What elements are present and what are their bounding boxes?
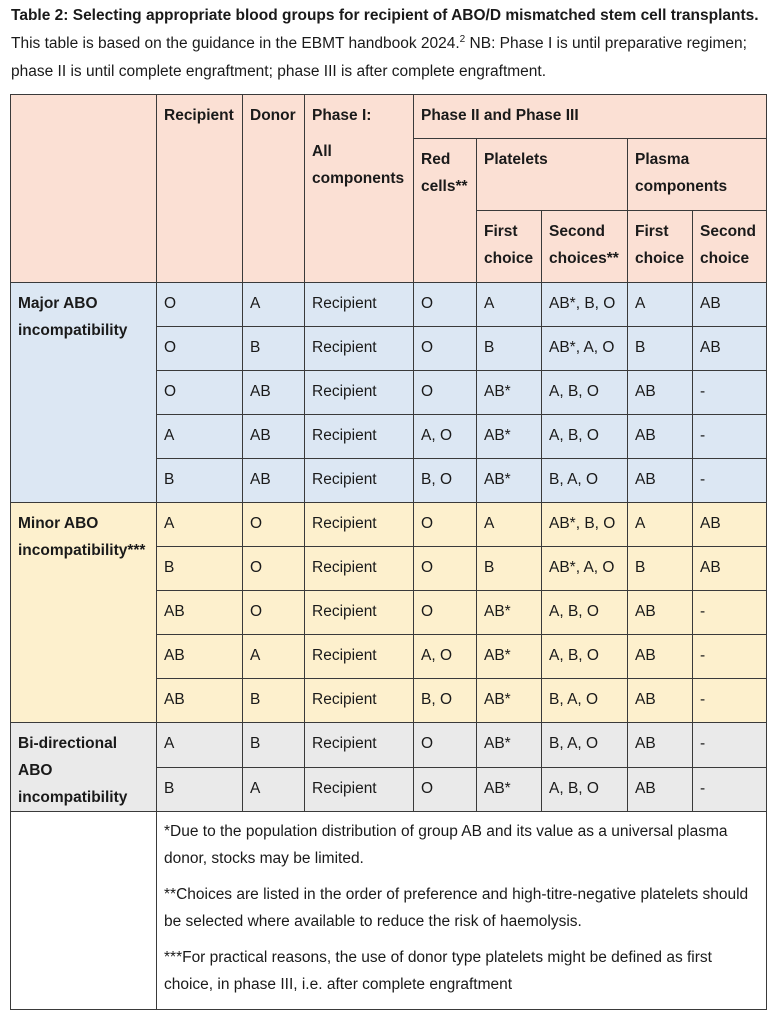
cell-plasma-first: AB [628, 679, 693, 723]
caption-note: NB: Phase I is until preparative regimen; phase II is until complete engraftment; phase III is after complete engraftment. [11, 35, 747, 80]
cell-donor: B [243, 327, 305, 371]
cell-plasma-second: - [693, 459, 767, 503]
header-plasma-first-choice: First choice [628, 211, 693, 283]
cell-phase-1: Recipient [305, 723, 414, 768]
cell-recipient: A [157, 503, 243, 547]
cell-plasma-second: - [693, 415, 767, 459]
cell-platelets-second: AB*, B, O [542, 503, 628, 547]
major-abo-group-label: Major ABO incompatibility [11, 283, 157, 503]
cell-recipient: O [157, 283, 243, 327]
table-row [11, 283, 767, 327]
cell-phase-1: Recipient [305, 767, 414, 812]
corner-header-cell [11, 95, 157, 283]
cell-plasma-second: AB [693, 503, 767, 547]
cell-platelets-first: A [477, 503, 542, 547]
cell-plasma-first: AB [628, 635, 693, 679]
caption-reference: 2 [459, 33, 466, 45]
bidirectional-abo-group-label: Bi-directional ABO incompatibility [11, 723, 157, 812]
cell-donor: AB [243, 459, 305, 503]
cell-platelets-first: AB* [477, 459, 542, 503]
cell-donor: B [243, 679, 305, 723]
cell-plasma-second: AB [693, 327, 767, 371]
cell-recipient: AB [157, 679, 243, 723]
cell-recipient: A [157, 723, 243, 768]
cell-donor: O [243, 503, 305, 547]
cell-platelets-first: AB* [477, 415, 542, 459]
cell-recipient: B [157, 767, 243, 812]
cell-plasma-second: - [693, 635, 767, 679]
cell-plasma-first: A [628, 503, 693, 547]
cell-donor: AB [243, 371, 305, 415]
cell-platelets-second: A, B, O [542, 635, 628, 679]
table-row [11, 723, 767, 768]
minor-abo-group-label: Minor ABO incompatibility*** [11, 503, 157, 723]
cell-plasma-first: AB [628, 767, 693, 812]
cell-donor: A [243, 767, 305, 812]
cell-red-cells: O [414, 371, 477, 415]
cell-platelets-second: A, B, O [542, 591, 628, 635]
cell-platelets-second: A, B, O [542, 415, 628, 459]
cell-platelets-second: A, B, O [542, 767, 628, 812]
cell-recipient: O [157, 371, 243, 415]
cell-donor: O [243, 547, 305, 591]
cell-plasma-second: - [693, 591, 767, 635]
header-donor: Donor [243, 95, 305, 283]
cell-plasma-second: - [693, 767, 767, 812]
cell-red-cells: O [414, 767, 477, 812]
cell-red-cells: A, O [414, 415, 477, 459]
header-platelets-first-choice: First choice [477, 211, 542, 283]
cell-platelets-second: B, A, O [542, 723, 628, 768]
cell-platelets-first: AB* [477, 767, 542, 812]
cell-platelets-second: AB*, A, O [542, 327, 628, 371]
cell-plasma-first: AB [628, 723, 693, 768]
cell-red-cells: O [414, 503, 477, 547]
cell-phase-1: Recipient [305, 415, 414, 459]
cell-plasma-second: - [693, 723, 767, 768]
cell-red-cells: A, O [414, 635, 477, 679]
table-row [11, 503, 767, 547]
cell-platelets-first: AB* [477, 371, 542, 415]
header-phase-1 [305, 95, 414, 283]
cell-platelets-second: B, A, O [542, 459, 628, 503]
cell-platelets-second: A, B, O [542, 371, 628, 415]
header-phase-1-title: Phase I: [312, 107, 372, 124]
cell-recipient: B [157, 547, 243, 591]
cell-phase-1: Recipient [305, 503, 414, 547]
cell-plasma-first: AB [628, 591, 693, 635]
cell-platelets-first: AB* [477, 723, 542, 768]
cell-plasma-second: - [693, 371, 767, 415]
cell-phase-1: Recipient [305, 635, 414, 679]
cell-plasma-second: - [693, 679, 767, 723]
cell-red-cells: O [414, 327, 477, 371]
footnotes-cell [157, 812, 767, 1010]
cell-recipient: O [157, 327, 243, 371]
cell-recipient: AB [157, 591, 243, 635]
table-caption [11, 2, 763, 86]
cell-platelets-second: AB*, A, O [542, 547, 628, 591]
caption-text: This table is based on the guidance in the EBMT handbook 2024. [11, 35, 460, 52]
header-recipient: Recipient [157, 95, 243, 283]
cell-phase-1: Recipient [305, 371, 414, 415]
footnote-3: ***For practical reasons, the use of donor type platelets might be defined as first choice, in phase III, i.e. after complete engraftment [164, 949, 712, 993]
cell-red-cells: O [414, 283, 477, 327]
cell-phase-1: Recipient [305, 283, 414, 327]
header-plasma-components: Plasma components [628, 139, 767, 211]
cell-donor: A [243, 635, 305, 679]
cell-plasma-first: A [628, 283, 693, 327]
cell-plasma-first: AB [628, 371, 693, 415]
cell-phase-1: Recipient [305, 591, 414, 635]
cell-plasma-second: AB [693, 283, 767, 327]
cell-phase-1: Recipient [305, 327, 414, 371]
cell-platelets-first: B [477, 327, 542, 371]
cell-red-cells: B, O [414, 679, 477, 723]
cell-recipient: B [157, 459, 243, 503]
header-phase-1-subtitle: All components [312, 143, 405, 187]
header-platelets: Platelets [477, 139, 628, 211]
cell-red-cells: B, O [414, 459, 477, 503]
cell-recipient: AB [157, 635, 243, 679]
cell-donor: AB [243, 415, 305, 459]
cell-platelets-second: B, A, O [542, 679, 628, 723]
cell-red-cells: O [414, 723, 477, 768]
header-red-cells: Red cells** [414, 139, 477, 283]
cell-platelets-first: AB* [477, 679, 542, 723]
header-plasma-second-choice: Second choice [693, 211, 767, 283]
cell-plasma-first: AB [628, 459, 693, 503]
table-body [11, 283, 767, 812]
cell-phase-1: Recipient [305, 459, 414, 503]
header-phase-2-3: Phase II and Phase III [414, 95, 767, 139]
cell-red-cells: O [414, 591, 477, 635]
blood-group-table [10, 94, 767, 1010]
cell-donor: A [243, 283, 305, 327]
cell-platelets-first: AB* [477, 591, 542, 635]
cell-platelets-second: AB*, B, O [542, 283, 628, 327]
cell-recipient: A [157, 415, 243, 459]
cell-donor: B [243, 723, 305, 768]
cell-phase-1: Recipient [305, 547, 414, 591]
cell-platelets-first: A [477, 283, 542, 327]
cell-red-cells: O [414, 547, 477, 591]
footnote-2: **Choices are listed in the order of preference and high-titre-negative platelets should be selected where available to reduce the risk of haemolysis. [164, 886, 749, 930]
cell-plasma-first: B [628, 327, 693, 371]
cell-plasma-first: AB [628, 415, 693, 459]
cell-platelets-first: B [477, 547, 542, 591]
cell-plasma-first: B [628, 547, 693, 591]
header-platelets-second-choices: Second choices** [542, 211, 628, 283]
footnote-spacer-cell [11, 812, 157, 1010]
footnote-1: *Due to the population distribution of group AB and its value as a universal plasma donor, stocks may be limited. [164, 823, 728, 867]
cell-donor: O [243, 591, 305, 635]
cell-plasma-second: AB [693, 547, 767, 591]
cell-platelets-first: AB* [477, 635, 542, 679]
cell-phase-1: Recipient [305, 679, 414, 723]
caption-title: Table 2: Selecting appropriate blood groups for recipient of ABO/D mismatched stem cell transplants. [11, 7, 759, 24]
